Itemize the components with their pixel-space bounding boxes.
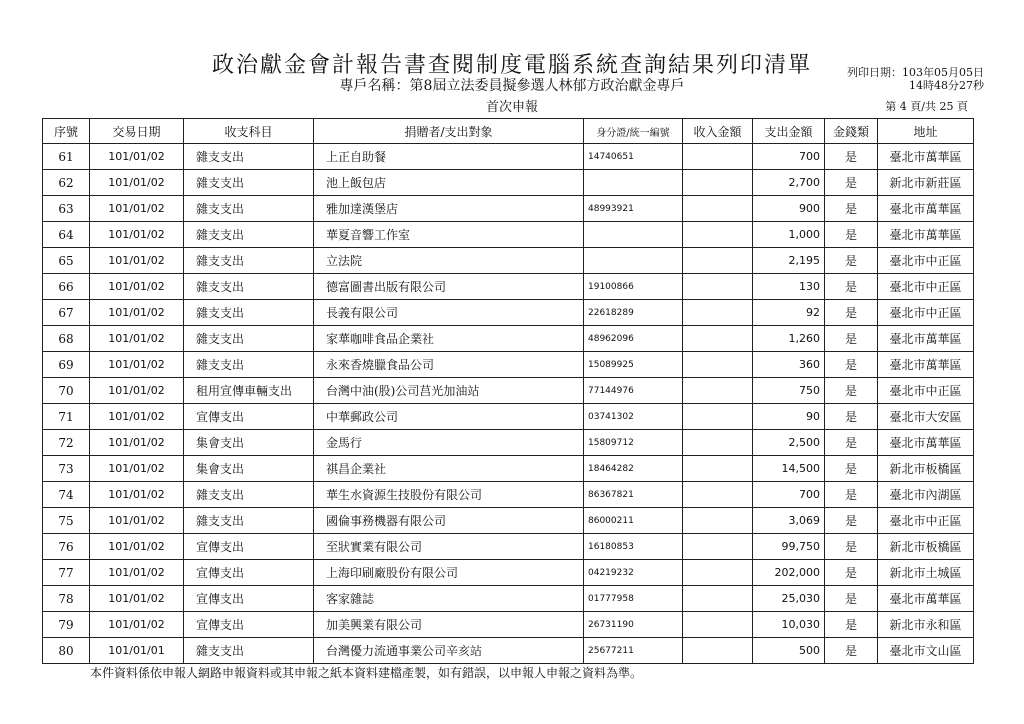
table-row [43,300,974,326]
cell-seq: 61 [43,144,90,170]
col-header-payee: 捐贈者/支出對象 [314,119,584,144]
cell-seq: 67 [43,300,90,326]
cell-income [683,456,753,482]
cell-category: 雜支支出 [184,352,314,378]
cell-payee: 至狀實業有限公司 [314,534,584,560]
cell-cash: 是 [825,560,878,586]
col-header-expense: 支出金額 [753,119,825,144]
cell-address: 臺北市萬華區 [878,196,974,222]
cell-expense: 14,500 [753,456,825,482]
cell-payee: 池上飯包店 [314,170,584,196]
cell-date: 101/01/02 [90,430,184,456]
cell-cash: 是 [825,612,878,638]
cell-id: 22618289 [584,300,683,326]
cell-seq: 78 [43,586,90,612]
cell-payee: 上海印刷廠股份有限公司 [314,560,584,586]
cell-income [683,508,753,534]
cell-address: 臺北市萬華區 [878,430,974,456]
cell-address: 新北市板橋區 [878,534,974,560]
cell-expense: 2,195 [753,248,825,274]
table-row [43,508,974,534]
cell-address: 新北市新莊區 [878,170,974,196]
cell-seq: 71 [43,404,90,430]
cell-expense: 700 [753,144,825,170]
cell-expense: 500 [753,638,825,664]
cell-seq: 76 [43,534,90,560]
table-row [43,482,974,508]
table-row [43,352,974,378]
cell-income [683,274,753,300]
cell-expense: 2,500 [753,430,825,456]
cell-payee: 金馬行 [314,430,584,456]
cell-payee: 加美興業有限公司 [314,612,584,638]
cell-id: 77144976 [584,378,683,404]
cell-cash: 是 [825,274,878,300]
cell-seq: 74 [43,482,90,508]
document-title: 政治獻金會計報告書查閱制度電腦系統查詢結果列印清單 [211,53,812,78]
cell-income [683,404,753,430]
col-header-category: 收支科目 [184,119,314,144]
cell-cash: 是 [825,352,878,378]
cell-payee: 永來香燒臘食品公司 [314,352,584,378]
cell-category: 雜支支出 [184,300,314,326]
report-type: 首次申報 [485,100,538,115]
table-row [43,170,974,196]
cell-category: 雜支支出 [184,170,314,196]
cell-id [584,170,683,196]
cell-cash: 是 [825,378,878,404]
cell-cash: 是 [825,144,878,170]
col-header-address: 地址 [878,119,974,144]
table-row [43,586,974,612]
print-time-line: 14時48分27秒 [909,79,984,92]
table-row [43,144,974,170]
cell-expense: 92 [753,300,825,326]
cell-category: 雜支支出 [184,196,314,222]
col-header-cash: 金錢類 [825,119,878,144]
cell-category: 宣傳支出 [184,404,314,430]
col-header-id: 身分證/統一編號 [584,119,683,144]
cell-income [683,534,753,560]
cell-date: 101/01/01 [90,638,184,664]
cell-seq: 66 [43,274,90,300]
cell-address: 新北市永和區 [878,612,974,638]
cell-date: 101/01/02 [90,196,184,222]
cell-income [683,560,753,586]
cell-payee: 台灣中油(股)公司莒光加油站 [314,378,584,404]
cell-category: 雜支支出 [184,326,314,352]
cell-id: 19100866 [584,274,683,300]
cell-id: 04219232 [584,560,683,586]
cell-address: 臺北市內湖區 [878,482,974,508]
cell-date: 101/01/02 [90,612,184,638]
cell-expense: 1,000 [753,222,825,248]
table-row [43,404,974,430]
table-row [43,222,974,248]
table-row [43,430,974,456]
cell-expense: 202,000 [753,560,825,586]
cell-address: 臺北市中正區 [878,378,974,404]
table-row [43,456,974,482]
cell-id: 48962096 [584,326,683,352]
cell-id: 86000211 [584,508,683,534]
cell-seq: 75 [43,508,90,534]
table-row [43,560,974,586]
cell-id: 48993921 [584,196,683,222]
cell-cash: 是 [825,508,878,534]
cell-cash: 是 [825,196,878,222]
cell-seq: 62 [43,170,90,196]
cell-seq: 64 [43,222,90,248]
cell-date: 101/01/02 [90,508,184,534]
cell-expense: 99,750 [753,534,825,560]
cell-income [683,612,753,638]
cell-id: 03741302 [584,404,683,430]
cell-expense: 2,700 [753,170,825,196]
col-header-income: 收入金額 [683,119,753,144]
cell-payee: 德富圖書出版有限公司 [314,274,584,300]
cell-date: 101/01/02 [90,170,184,196]
cell-category: 集會支出 [184,430,314,456]
cell-category: 雜支支出 [184,482,314,508]
cell-income [683,352,753,378]
cell-date: 101/01/02 [90,144,184,170]
print-date [847,66,984,92]
cell-payee: 台灣優力流通事業公司辛亥站 [314,638,584,664]
cell-income [683,638,753,664]
col-header-seq: 序號 [43,119,90,144]
cell-category: 宣傳支出 [184,534,314,560]
cell-income [683,248,753,274]
cell-income [683,482,753,508]
cell-expense: 90 [753,404,825,430]
cell-seq: 79 [43,612,90,638]
cell-date: 101/01/02 [90,352,184,378]
cell-expense: 10,030 [753,612,825,638]
footer-note: 本件資料係依申報人網路申報資料或其申報之紙本資料建檔產製，如有錯誤，以申報人申報之資料為準。 [90,666,643,680]
cell-cash: 是 [825,586,878,612]
cell-payee: 客家雜誌 [314,586,584,612]
cell-payee: 祺昌企業社 [314,456,584,482]
cell-id: 15809712 [584,430,683,456]
cell-address: 臺北市萬華區 [878,326,974,352]
cell-address: 臺北市中正區 [878,274,974,300]
cell-id: 15089925 [584,352,683,378]
cell-id [584,248,683,274]
cell-expense: 130 [753,274,825,300]
cell-cash: 是 [825,222,878,248]
cell-expense: 900 [753,196,825,222]
cell-payee: 上正自助餐 [314,144,584,170]
table-row [43,638,974,664]
cell-category: 雜支支出 [184,274,314,300]
cell-category: 雜支支出 [184,248,314,274]
cell-income [683,586,753,612]
cell-date: 101/01/02 [90,456,184,482]
cell-seq: 72 [43,430,90,456]
cell-category: 雜支支出 [184,222,314,248]
cell-category: 宣傳支出 [184,560,314,586]
cell-date: 101/01/02 [90,300,184,326]
cell-payee: 雅加達漢堡店 [314,196,584,222]
table-row [43,196,974,222]
cell-payee: 國倫事務機器有限公司 [314,508,584,534]
cell-expense: 3,069 [753,508,825,534]
cell-seq: 70 [43,378,90,404]
cell-id: 01777958 [584,586,683,612]
cell-cash: 是 [825,300,878,326]
table-row [43,274,974,300]
cell-cash: 是 [825,482,878,508]
cell-expense: 1,260 [753,326,825,352]
cell-category: 集會支出 [184,456,314,482]
cell-category: 租用宣傳車輛支出 [184,378,314,404]
cell-seq: 63 [43,196,90,222]
cell-date: 101/01/02 [90,378,184,404]
cell-id: 25677211 [584,638,683,664]
cell-address: 臺北市中正區 [878,300,974,326]
cell-category: 宣傳支出 [184,586,314,612]
cell-date: 101/01/02 [90,404,184,430]
table-row [43,248,974,274]
cell-income [683,170,753,196]
cell-seq: 77 [43,560,90,586]
page-info: 第 4 頁/共 25 頁 [885,100,968,113]
cell-expense: 25,030 [753,586,825,612]
cell-id: 16180853 [584,534,683,560]
col-header-date: 交易日期 [90,119,184,144]
cell-date: 101/01/02 [90,586,184,612]
cell-payee: 立法院 [314,248,584,274]
table-row [43,612,974,638]
table-row [43,326,974,352]
cell-address: 臺北市萬華區 [878,586,974,612]
cell-id: 18464282 [584,456,683,482]
table-header-row [43,119,974,144]
cell-id [584,222,683,248]
cell-address: 臺北市中正區 [878,508,974,534]
cell-cash: 是 [825,248,878,274]
print-date-line: 列印日期：103年05月05日 [847,66,984,79]
cell-payee: 中華郵政公司 [314,404,584,430]
cell-cash: 是 [825,638,878,664]
cell-date: 101/01/02 [90,560,184,586]
cell-date: 101/01/02 [90,222,184,248]
cell-income [683,196,753,222]
cell-address: 臺北市大安區 [878,404,974,430]
table-row [43,534,974,560]
cell-address: 臺北市萬華區 [878,222,974,248]
cell-expense: 700 [753,482,825,508]
cell-category: 雜支支出 [184,508,314,534]
cell-address: 臺北市萬華區 [878,144,974,170]
cell-address: 新北市板橋區 [878,456,974,482]
cell-date: 101/01/02 [90,274,184,300]
table-row [43,378,974,404]
records-table [42,118,974,664]
cell-cash: 是 [825,430,878,456]
cell-date: 101/01/02 [90,326,184,352]
cell-income [683,222,753,248]
cell-address: 臺北市萬華區 [878,352,974,378]
cell-category: 宣傳支出 [184,612,314,638]
cell-payee: 家華咖啡食品企業社 [314,326,584,352]
cell-payee: 長義有限公司 [314,300,584,326]
cell-date: 101/01/02 [90,482,184,508]
cell-id: 26731190 [584,612,683,638]
cell-seq: 80 [43,638,90,664]
cell-address: 臺北市中正區 [878,248,974,274]
cell-cash: 是 [825,326,878,352]
cell-date: 101/01/02 [90,248,184,274]
cell-payee: 華夏音響工作室 [314,222,584,248]
cell-cash: 是 [825,534,878,560]
cell-cash: 是 [825,456,878,482]
cell-income [683,326,753,352]
cell-category: 雜支支出 [184,144,314,170]
cell-seq: 73 [43,456,90,482]
cell-address: 臺北市文山區 [878,638,974,664]
cell-address: 新北市土城區 [878,560,974,586]
cell-income [683,378,753,404]
cell-income [683,300,753,326]
cell-income [683,144,753,170]
cell-expense: 360 [753,352,825,378]
cell-income [683,430,753,456]
cell-id: 14740651 [584,144,683,170]
cell-seq: 68 [43,326,90,352]
cell-payee: 華生水資源生技股份有限公司 [314,482,584,508]
cell-cash: 是 [825,170,878,196]
cell-cash: 是 [825,404,878,430]
cell-id: 86367821 [584,482,683,508]
cell-date: 101/01/02 [90,534,184,560]
cell-expense: 750 [753,378,825,404]
cell-category: 雜支支出 [184,638,314,664]
account-name: 專戶名稱：第8屆立法委員擬參選人林郁方政治獻金專戶 [339,78,685,94]
cell-seq: 69 [43,352,90,378]
cell-seq: 65 [43,248,90,274]
